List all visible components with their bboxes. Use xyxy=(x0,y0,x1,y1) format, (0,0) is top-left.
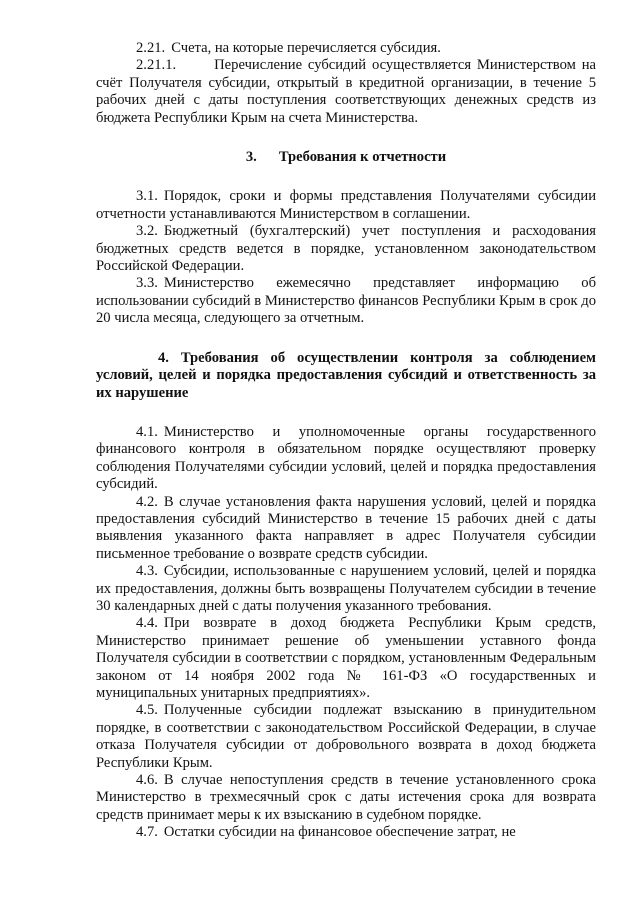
spacer xyxy=(96,328,596,350)
paragraph-number: 4.1. xyxy=(136,423,158,440)
paragraph-number: 4.6. xyxy=(136,772,158,789)
paragraph-text: Счета, на которые перечисляется субсидия. xyxy=(171,40,441,56)
paragraph-3-1 xyxy=(96,188,596,223)
section-title: Требования к отчетности xyxy=(278,149,447,166)
paragraph-text: Порядок, сроки и формы представления Получателями субсидии отчетности устанавливаются Министерством в соглашении. xyxy=(96,188,596,222)
section-4-heading: 4. Требования об осуществлении контроля за соблюдением условий, целей и порядка предоставления субсидий и ответственность за их нарушение xyxy=(96,349,596,401)
paragraph-text: Субсидии, использованные с нарушением условий, целей и порядка их предоставления, должны быть возвращены Получателем субсидии в течение 30 календарных дней с даты получения указанного требования. xyxy=(96,563,596,614)
section-3-heading xyxy=(96,149,596,166)
paragraph-4-1 xyxy=(96,424,596,494)
paragraph-number: 4.7. xyxy=(136,824,158,841)
paragraph-text: Остатки субсидии на финансовое обеспечение затрат, не xyxy=(163,824,516,841)
paragraph-text: При возврате в доход бюджета Республики Крым средств, Министерство принимает решение об уменьшении уставного фонда Получателя субсидии в соответствии с порядком, установленным Федеральным законом от 14 ноября 2002 года № 161-ФЗ «О государственных и муниципальных унитарных предприятиях». xyxy=(96,615,596,701)
paragraph-4-5 xyxy=(96,702,596,772)
paragraph-4-3 xyxy=(96,563,596,615)
paragraph-text: Бюджетный (бухгалтерский) учет поступления и расходования бюджетных средств ведется в порядке, установленном законодательством Российской Федерации. xyxy=(96,223,596,275)
paragraph-3-2 xyxy=(96,223,596,275)
paragraph-4-4 xyxy=(96,615,596,702)
paragraph-2-21 xyxy=(96,40,596,57)
paragraph-text: Министерство и уполномоченные органы государственного финансового контроля в обязательном порядке осуществляют проверку соблюдения Получателями субсидии условий, целей и порядка предоставления субсидий. xyxy=(96,423,596,493)
paragraph-text: Министерство ежемесячно представляет информацию об использовании субсидий в Министерство финансов Республики Крым в срок до 20 числа месяца, следующего за отчетным. xyxy=(96,275,596,327)
paragraph-number: 4.3. xyxy=(136,563,158,580)
section-number: 3. xyxy=(245,149,257,166)
paragraph-number: 3.2. xyxy=(136,223,158,240)
paragraph-number: 3.3. xyxy=(136,275,158,292)
paragraph-text: Полученные субсидии подлежат взысканию в принудительном порядке, в соответствии с законодательством Российской Федерации, в случае отказа Получателя субсидии от добровольного возврата в доход бюджета Республики Крым. xyxy=(96,702,596,771)
paragraph-number: 4.4. xyxy=(136,615,158,632)
paragraph-2-21-1 xyxy=(96,57,596,127)
document-page xyxy=(96,40,596,842)
spacer xyxy=(96,166,596,188)
paragraph-4-7 xyxy=(96,824,596,841)
paragraph-number: 3.1. xyxy=(136,188,158,205)
paragraph-number: 2.21. xyxy=(136,40,166,56)
paragraph-4-2 xyxy=(96,494,596,564)
paragraph-3-3 xyxy=(96,275,596,327)
spacer xyxy=(96,402,596,424)
paragraph-text: В случае установления факта нарушения условий, целей и порядка предоставления субсидий Министерство в течение 15 рабочих дней с даты выявления указанного факта направляет в адрес Получателя субсидии письменное требование о возврате средств субсидии. xyxy=(96,493,596,562)
paragraph-number: 4.2. xyxy=(136,493,158,510)
paragraph-number: 4.5. xyxy=(136,702,158,719)
spacer xyxy=(96,127,596,149)
paragraph-text: В случае непоступления средств в течение установленного срока Министерство в трехмесячный срок с даты истечения срока для возврата средств принимает меры к их взысканию в судебном порядке. xyxy=(96,772,596,823)
paragraph-4-6 xyxy=(96,772,596,824)
paragraph-text: Перечисление субсидий осуществляется Министерством на счёт Получателя субсидии, открытый в кредитной организации, в течение 5 рабочих дней с даты поступления соответствующих денежных средств из бюджета Республики Крым на счета Министерства. xyxy=(96,57,596,126)
paragraph-number: 2.21.1. xyxy=(136,57,177,74)
